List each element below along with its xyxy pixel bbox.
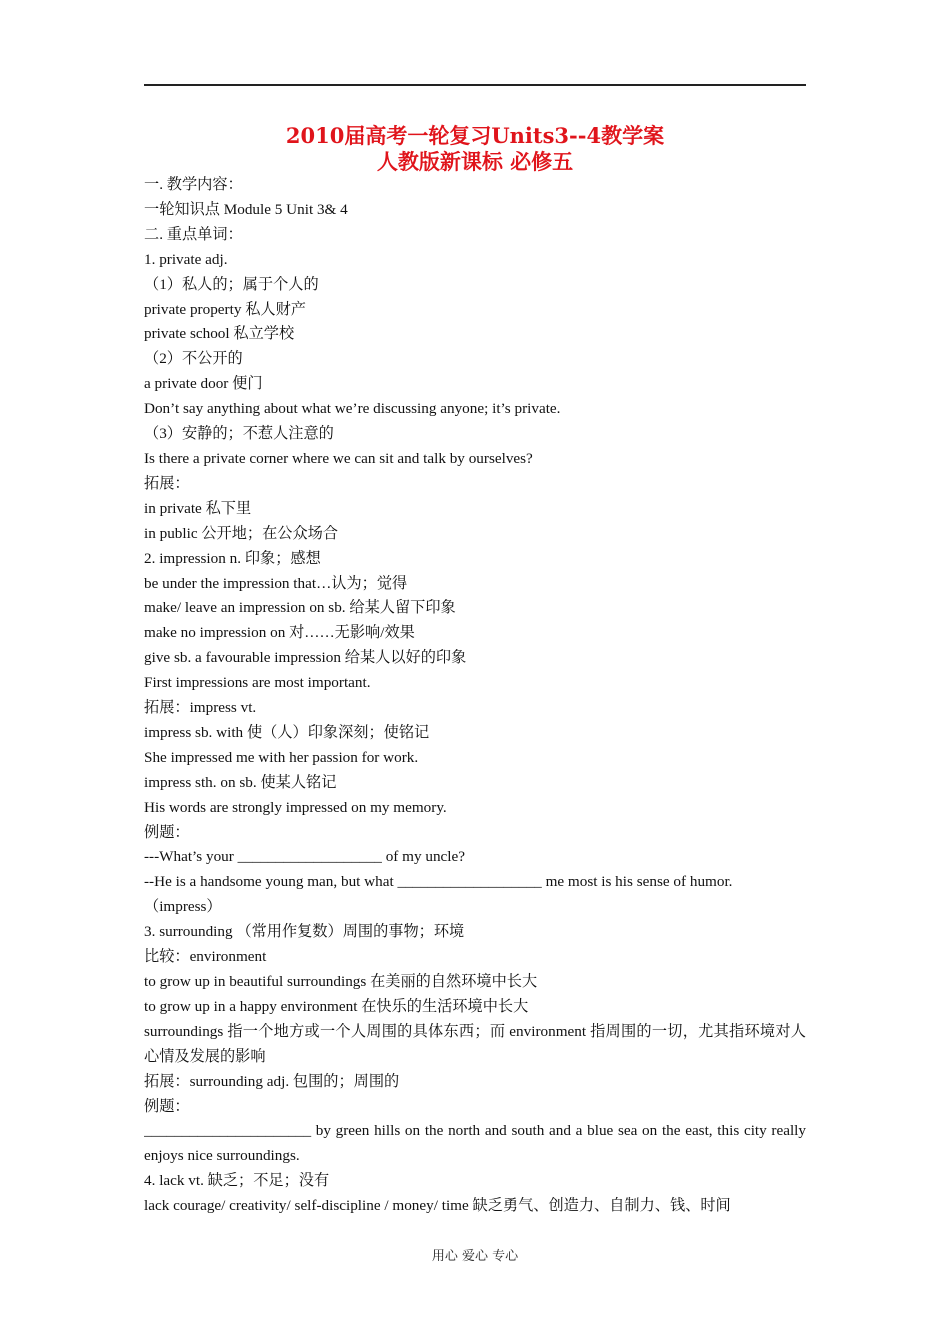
text-line: （2）不公开的 xyxy=(144,350,243,368)
document-title: 2010届高考一轮复习Units3--4教学案 xyxy=(285,123,665,148)
exercise-line: ---What’s your ___________________ of my uncle? xyxy=(144,848,465,866)
text-line: She impressed me with her passion for work. xyxy=(144,748,419,766)
text-line: be under the impression that…认为；觉得 xyxy=(144,574,408,592)
text-line: 例题： xyxy=(144,823,190,841)
text-line: impress sth. on sb. 使某人铭记 xyxy=(144,773,337,791)
text-line: private school 私立学校 xyxy=(144,325,295,343)
vocab-entry: 3. surrounding （常用作复数）周围的事物；环境 xyxy=(144,923,465,941)
text-line: Is there a private corner where we can sit and talk by ourselves? xyxy=(144,449,533,467)
page-footer: 用心 爱心 专心 xyxy=(431,1249,519,1264)
text-line: （1）私人的；属于个人的 xyxy=(144,275,319,293)
text-line: in private 私下里 xyxy=(144,499,252,517)
text-line: make/ leave an impression on sb. 给某人留下印象 xyxy=(144,599,456,617)
vocab-entry: 4. lack vt. 缺乏；不足；没有 xyxy=(144,1172,330,1190)
text-line: 一轮知识点 Module 5 Unit 3& 4 xyxy=(144,200,348,218)
section-heading: 一. 教学内容： xyxy=(144,176,243,193)
text-paragraph: surroundings 指一个地方或一个人周围的具体东西；而 environment 指周围的一切，尤其指环境对人心情及发展的影响 xyxy=(144,1022,806,1065)
document-body xyxy=(144,173,806,1219)
text-line: in public 公开地；在公众场合 xyxy=(144,524,339,542)
text-line: to grow up in beautiful surroundings 在美丽的自然环境中长大 xyxy=(144,973,538,990)
text-line: （3）安静的；不惹人注意的 xyxy=(144,425,334,443)
text-line: 拓展： xyxy=(144,474,190,492)
text-line: 例题： xyxy=(144,1097,190,1115)
exercise-paragraph: ______________________ by green hills on the north and south and a blue sea on the east, this city really enjoys nice surroundings. xyxy=(144,1122,806,1165)
text-line: a private door 便门 xyxy=(144,375,263,393)
exercise-line: --He is a handsome young man, but what ___________________ me most is his sense of humor. xyxy=(144,873,733,891)
text-line: 比较：environment xyxy=(144,948,267,966)
text-line: impress sb. with 使（人）印象深刻；使铭记 xyxy=(144,723,430,741)
text-line: give sb. a favourable impression 给某人以好的印象 xyxy=(144,649,467,667)
text-line: First impressions are most important. xyxy=(144,674,371,692)
section-heading: 二. 重点单词： xyxy=(144,225,243,243)
text-line: private property 私人财产 xyxy=(144,300,306,318)
document-subtitle: 人教版新课标 必修五 xyxy=(376,149,574,174)
text-line: Don’t say anything about what we’re discussing anyone; it’s private. xyxy=(144,400,561,418)
text-line: 拓展：surrounding adj. 包围的；周围的 xyxy=(144,1072,400,1090)
text-line: His words are strongly impressed on my memory. xyxy=(144,798,447,816)
text-line: （impress） xyxy=(144,898,222,916)
text-line: make no impression on 对……无影响/效果 xyxy=(144,624,415,642)
text-line: to grow up in a happy environment 在快乐的生活环境中长大 xyxy=(144,997,529,1015)
header-rule xyxy=(144,84,806,86)
text-line: lack courage/ creativity/ self-discipline / money/ time 缺乏勇气、创造力、自制力、钱、时间 xyxy=(144,1197,731,1215)
vocab-entry: 2. impression n. 印象；感想 xyxy=(144,549,321,567)
text-line: 拓展：impress vt. xyxy=(144,699,257,717)
vocab-entry: 1. private adj. xyxy=(144,250,228,268)
